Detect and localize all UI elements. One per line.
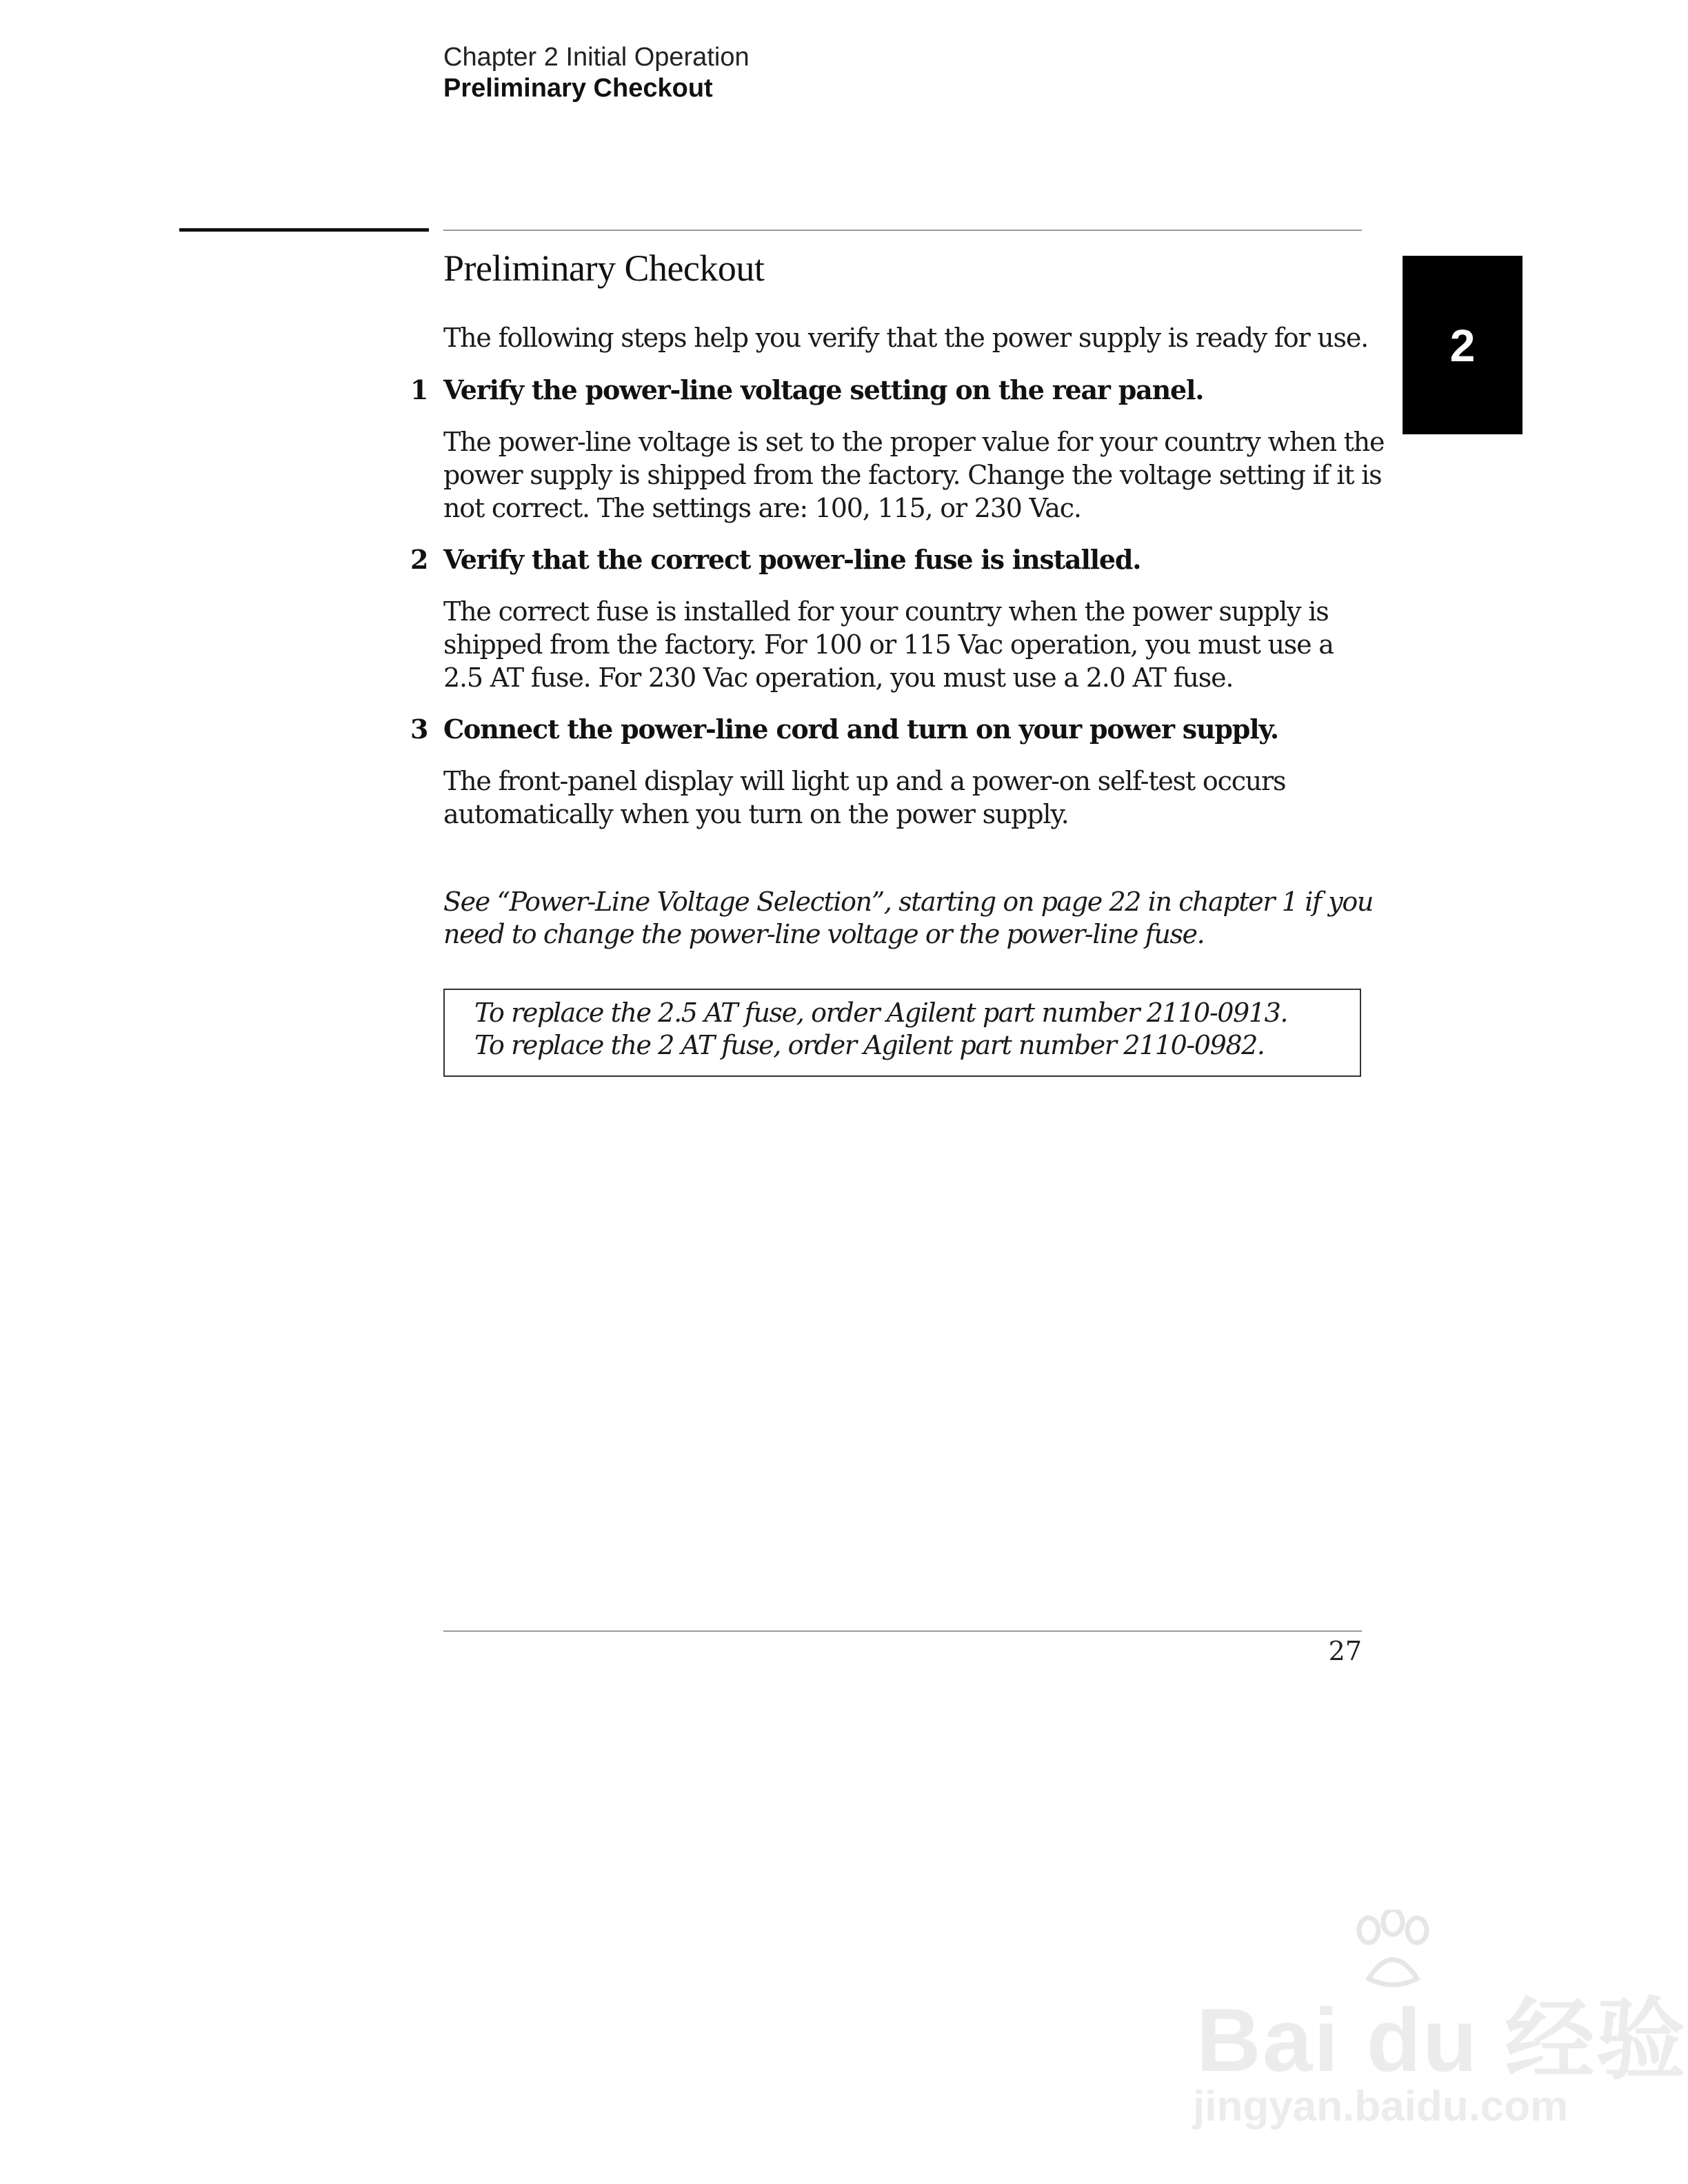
fuse-part-note-line: To replace the 2.5 AT fuse, order Agilent part number 2110-0913. [474,998,1288,1028]
step-number: 2 [410,544,429,575]
step-body-line: The correct fuse is installed for your country when the power supply is [443,596,1329,627]
page-title: Preliminary Checkout [443,247,765,289]
step-body-line: The power-line voltage is set to the proper value for your country when the [443,427,1385,457]
step-body-line: The front-panel display will light up and a power-on self-test occurs [443,766,1286,796]
step-number: 3 [410,714,429,745]
step-body-line: power supply is shipped from the factory. Change the voltage setting if it is [443,460,1382,490]
step-body [443,425,1384,525]
step-heading: Connect the power-line cord and turn on your power supply. [443,714,1278,745]
cross-reference-note [443,886,1373,951]
baidu-watermark-url: jingyan.baidu.com [1193,2083,1569,2130]
cross-reference-line: See “Power-Line Voltage Selection”, starting on page 22 in chapter 1 if you [443,887,1373,917]
section-rule-thin [443,230,1362,231]
step-body-line: 2.5 AT fuse. For 230 Vac operation, you must use a 2.0 AT fuse. [443,663,1234,693]
step-heading: Verify the power-line voltage setting on the rear panel. [443,374,1204,405]
step-heading: Verify that the correct power-line fuse is installed. [443,544,1141,575]
fuse-part-note-box [443,989,1361,1077]
fuse-part-note-line: To replace the 2 AT fuse, order Agilent part number 2110-0982. [474,1030,1265,1060]
step-body-line: not correct. The settings are: 100, 115, or 230 Vac. [443,493,1081,523]
step-number: 1 [410,374,429,405]
running-header-section: Preliminary Checkout [443,74,713,103]
step-body [443,595,1334,694]
step-body [443,765,1285,831]
intro-paragraph: The following steps help you verify that the power supply is ready for use. [443,323,1369,353]
section-rule-thick [179,228,429,232]
footer-rule [443,1630,1362,1632]
baidu-watermark-logo: Bai du 经验 [1196,1990,1687,2090]
cross-reference-line: need to change the power-line voltage or the power-line fuse. [443,919,1205,949]
chapter-tab-number: 2 [1449,319,1476,371]
step-body-line: shipped from the factory. For 100 or 115 Vac operation, you must use a [443,629,1334,660]
page-number: 27 [1328,1636,1362,1666]
chapter-tab [1403,256,1523,434]
running-header-chapter: Chapter 2 Initial Operation [443,43,750,72]
step-body-line: automatically when you turn on the power supply. [443,799,1069,829]
